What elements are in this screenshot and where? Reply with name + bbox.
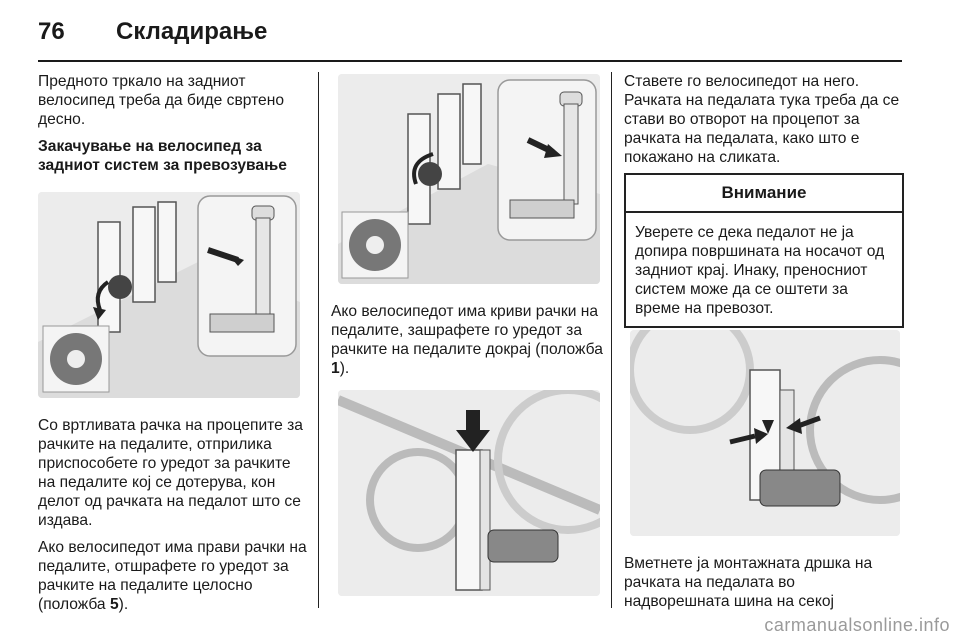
col1-paragraph-3	[38, 538, 308, 614]
col1-paragraph-3-text: Ако велосипедот има прави рачки на педалите, отшрафете го уредот за рачките на педалите целосно (положба	[38, 539, 307, 613]
watermark: carmanualsonline.info	[764, 615, 950, 635]
col3-paragraph-1: Ставете го велосипедот на него. Рачката на педалата тука треба да се стави во отворот на процепот за рачката на педалата, како што е покажано на сликата.	[624, 73, 900, 166]
header-rule	[38, 60, 902, 62]
position-ref-5: 5	[109, 596, 119, 613]
illustration-carrier-handle-2	[338, 74, 600, 284]
caution-box	[624, 173, 904, 328]
col1-paragraph-1: Предното тркало на задниот велосипед треба да биде свртено десно.	[38, 73, 284, 128]
caution-body: Уверете се дека педалот не ја допира површината на носачот од задниот крај. Инаку, преносниот систем може да се оштети за време на превозот.	[635, 224, 885, 317]
col2-paragraph-1-end: ).	[339, 360, 350, 377]
figure-pedal-adjuster-1	[38, 192, 300, 398]
figure-bike-on-carrier	[338, 390, 600, 596]
figure-pedal-mount	[630, 330, 900, 536]
caution-title: Внимание	[626, 175, 902, 213]
figure-pedal-adjuster-2	[338, 74, 600, 284]
col1-paragraph-2: Со вртливата рачка на процепите за рачките на педалите, отприлика приспособете го уредот за рачките на педалите кој се дотерува, кон делот од рачката на педалот што се издава.	[38, 417, 303, 529]
column-1	[38, 72, 308, 183]
chapter-title: Складирање	[116, 18, 268, 45]
illustration-mount-handle	[630, 330, 900, 536]
column-1-lower	[38, 416, 308, 622]
column-3-lower	[624, 554, 904, 619]
col2-paragraph-1-text: Ако велосипедот има криви рачки на педалите, зашрафете го уредот за рачките на педалите докрај (положба	[331, 303, 603, 358]
col1-paragraph-3-end: ).	[118, 596, 129, 613]
column-2	[331, 302, 603, 386]
col2-paragraph-1	[331, 302, 603, 378]
position-ref-1: 1	[331, 360, 340, 377]
column-divider-2	[611, 72, 612, 608]
column-divider-1	[318, 72, 319, 608]
page-number: 76	[38, 18, 65, 45]
column-3	[624, 72, 904, 175]
illustration-pedal-slot	[338, 390, 600, 596]
col1-subheading: Закачување на велосипед за задниот систем за превозување	[38, 138, 287, 174]
col3-paragraph-2: Вметнете ја монтажната дршка на рачката на педалата во надворешната шина на секој	[624, 555, 873, 610]
illustration-carrier-handle	[38, 192, 300, 398]
